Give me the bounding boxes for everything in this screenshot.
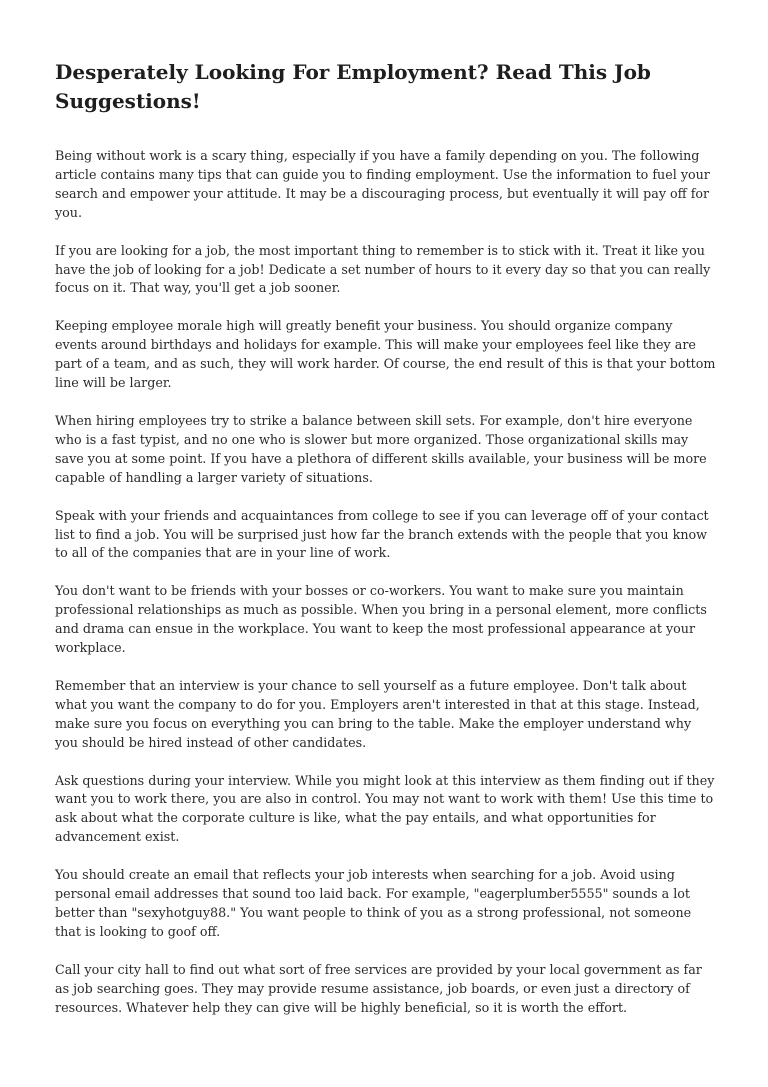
paragraph-6: You don't want to be friends with your bosses or co-workers. You want to make sure you maintain professional relationships as much as possible. When you bring in a personal element, more conflicts and drama can ensue in the workplace. You want to keep the most professional appearance at your workplace.	[55, 583, 707, 656]
page-title: Desperately Looking For Employment? Read This Job Suggestions!	[55, 60, 651, 113]
paragraph-10: Call your city hall to find out what sort of free services are provided by your local government as far as job searching goes. They may provide resume assistance, job boards, or even just a directory of resources. Whatever help they can give will be highly beneficial, so it is worth the effort.	[55, 961, 702, 1015]
paragraph-3: Keeping employee morale high will greatly benefit your business. You should organize company events around birthdays and holidays for example. This will make your employees feel like they are part of a team, and as such, they will work harder. Of course, the end result of this is that your bottom line will be larger.	[55, 318, 716, 391]
document-page	[55, 58, 717, 1037]
paragraph-9: You should create an email that reflects your job interests when searching for a job. Avoid using personal email addresses that sound too laid back. For example, "eagerplumber5555" sounds a lot better than "sexyhotguy88." You want people to think of you as a strong professional, not someone that is looking to goof off.	[55, 867, 692, 939]
paragraph-5: Speak with your friends and acquaintances from college to see if you can leverage off of your contact list to find a job. You will be surprised just how far the branch extends with the people that you know to all of the companies that are in your line of work.	[55, 507, 709, 561]
paragraph-8: Ask questions during your interview. While you might look at this interview as them finding out if they want you to work there, you are also in control. You may not want to work with them! Use this time to ask about what the corporate culture is like, what the pay entails, and what opportunities for advancement exist.	[55, 772, 715, 845]
paragraph-2: If you are looking for a job, the most important thing to remember is to stick with it. Treat it like you have the job of looking for a job! Dedicate a set number of hours to it every day so that you can really focus on it. That way, you'll get a job sooner.	[55, 242, 711, 296]
paragraph-1: Being without work is a scary thing, especially if you have a family depending on you. The following article contains many tips that can guide you to finding employment. Use the information to fuel your search and empower your attitude. It may be a discouraging process, but eventually it will pay off for you.	[55, 148, 710, 220]
paragraph-4: When hiring employees try to strike a balance between skill sets. For example, don't hire everyone who is a fast typist, and no one who is slower but more organized. Those organizational skills may save you at some point. If you have a plethora of different skills available, your business will be more capable of handling a larger variety of situations.	[55, 412, 707, 485]
paragraph-7: Remember that an interview is your chance to sell yourself as a future employee. Don't talk about what you want the company to do for you. Employers aren't interested in that at this stage. Instead, make sure you focus on everything you can bring to the table. Make the employer understand why you should be hired instead of other candidates.	[55, 677, 700, 750]
